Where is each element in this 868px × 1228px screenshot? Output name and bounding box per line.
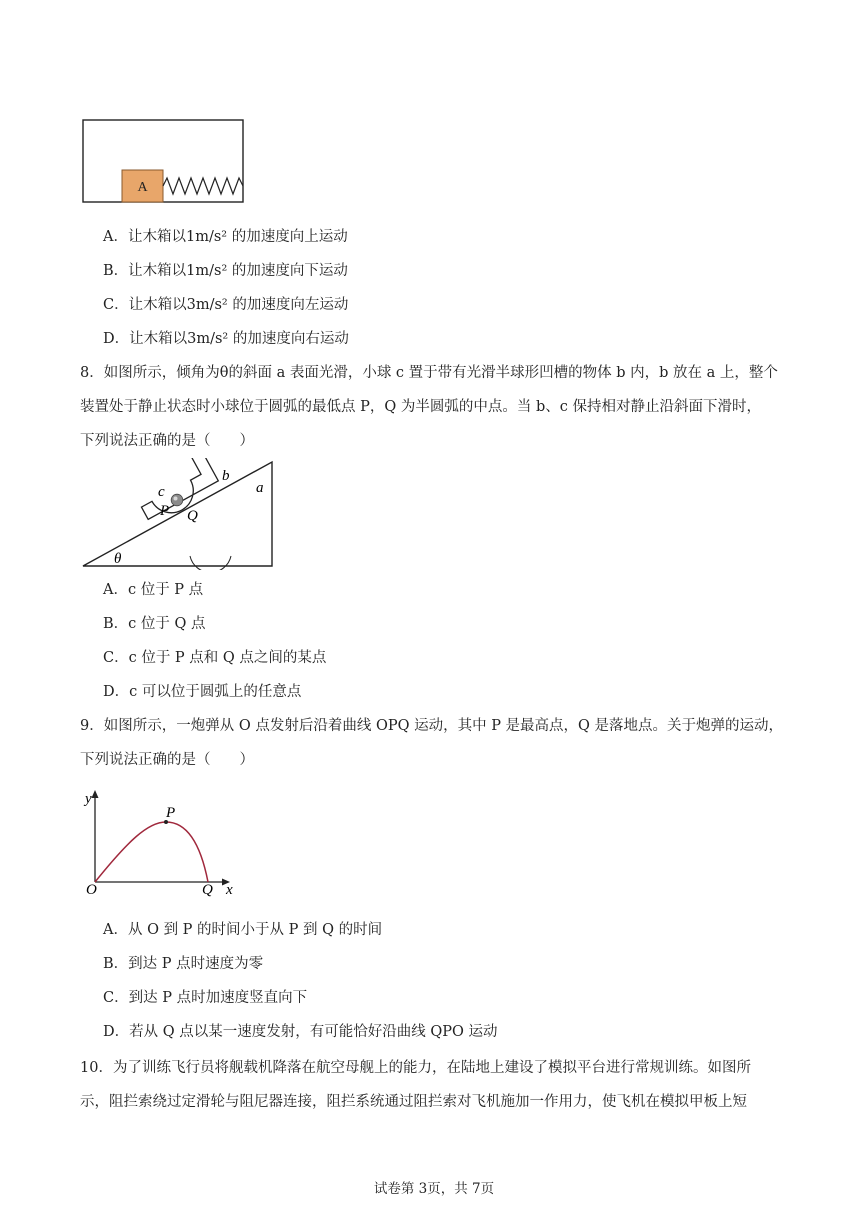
q8-option-a: A．c 位于 P 点 [103,582,204,598]
label-o: O [86,882,97,898]
theta-arc [190,556,231,570]
q8-stem-line3: 下列说法正确的是（ ） [80,433,254,449]
label-b: b [222,468,230,484]
q7-option-a: A．让木箱以1m/s² 的加速度向上运动 [103,229,348,245]
q8-option-d: D．c 可以位于圆弧上的任意点 [103,684,302,700]
q7-box-figure [80,118,246,206]
q9-option-b: B．到达 P 点时速度为零 [103,956,264,972]
label-theta: θ [114,551,122,567]
q8-stem-line2: 装置处于静止状态时小球位于圆弧的最低点 P，Q 为半圆弧的中点。当 b、c 保持相对静止沿斜面下滑时， [80,399,761,415]
ball-highlight [174,497,178,501]
label-q: Q [202,882,213,898]
q8-option-c: C．c 位于 P 点和 Q 点之间的某点 [103,650,327,666]
label-y: y [85,791,92,807]
label-p: P [166,805,176,821]
q7-option-c: C．让木箱以3m/s² 的加速度向左运动 [103,297,349,313]
label-c: c [158,484,165,500]
q8-option-b: B．c 位于 Q 点 [103,616,206,632]
q9-option-d: D．若从 Q 点以某一速度发射，有可能恰好沿曲线 QPO 运动 [103,1024,498,1040]
label-p: P [160,503,170,519]
q8-incline-figure [80,458,280,570]
q10-stem-line2: 示，阻拦索绕过定滑轮与阻尼器连接，阻拦系统通过阻拦索对飞机施加一作用力，使飞机在模拟甲板上短 [80,1094,747,1110]
q9-option-c: C．到达 P 点时加速度竖直向下 [103,990,308,1006]
q9-stem-line2: 下列说法正确的是（ ） [80,752,254,768]
y-axis-arrow [92,790,99,798]
label-x: x [226,882,233,898]
q9-trajectory-figure [78,786,244,900]
object-b [132,458,222,526]
q10-stem-line1: 10．为了训练飞行员将舰载机降落在航空母舰上的能力，在陆地上建设了模拟平台进行常规训练。如图所 [80,1060,751,1076]
label-q: Q [187,508,198,524]
trajectory-curve [95,822,208,882]
label-a: a [256,480,264,496]
q8-stem-line1: 8．如图所示，倾角为θ的斜面 a 表面光滑，小球 c 置于带有光滑半球形凹槽的物体 b 内，b 放在 a 上，整个 [80,365,778,381]
spring [163,178,243,194]
q9-stem-line1: 9．如图所示，一炮弹从 O 点发射后沿着曲线 OPQ 运动，其中 P 是最高点，Q 是落地点。关于炮弹的运动， [80,718,784,734]
page-footer: 试卷第 3页，共 7页 [373,1181,495,1197]
q9-option-a: A．从 O 到 P 的时间小于从 P 到 Q 的时间 [103,922,383,938]
block-label: A [137,180,148,195]
q7-option-b: B．让木箱以1m/s² 的加速度向下运动 [103,263,348,279]
q7-option-d: D．让木箱以3m/s² 的加速度向右运动 [103,331,349,347]
ball-c [171,494,183,506]
incline-a [83,462,272,566]
